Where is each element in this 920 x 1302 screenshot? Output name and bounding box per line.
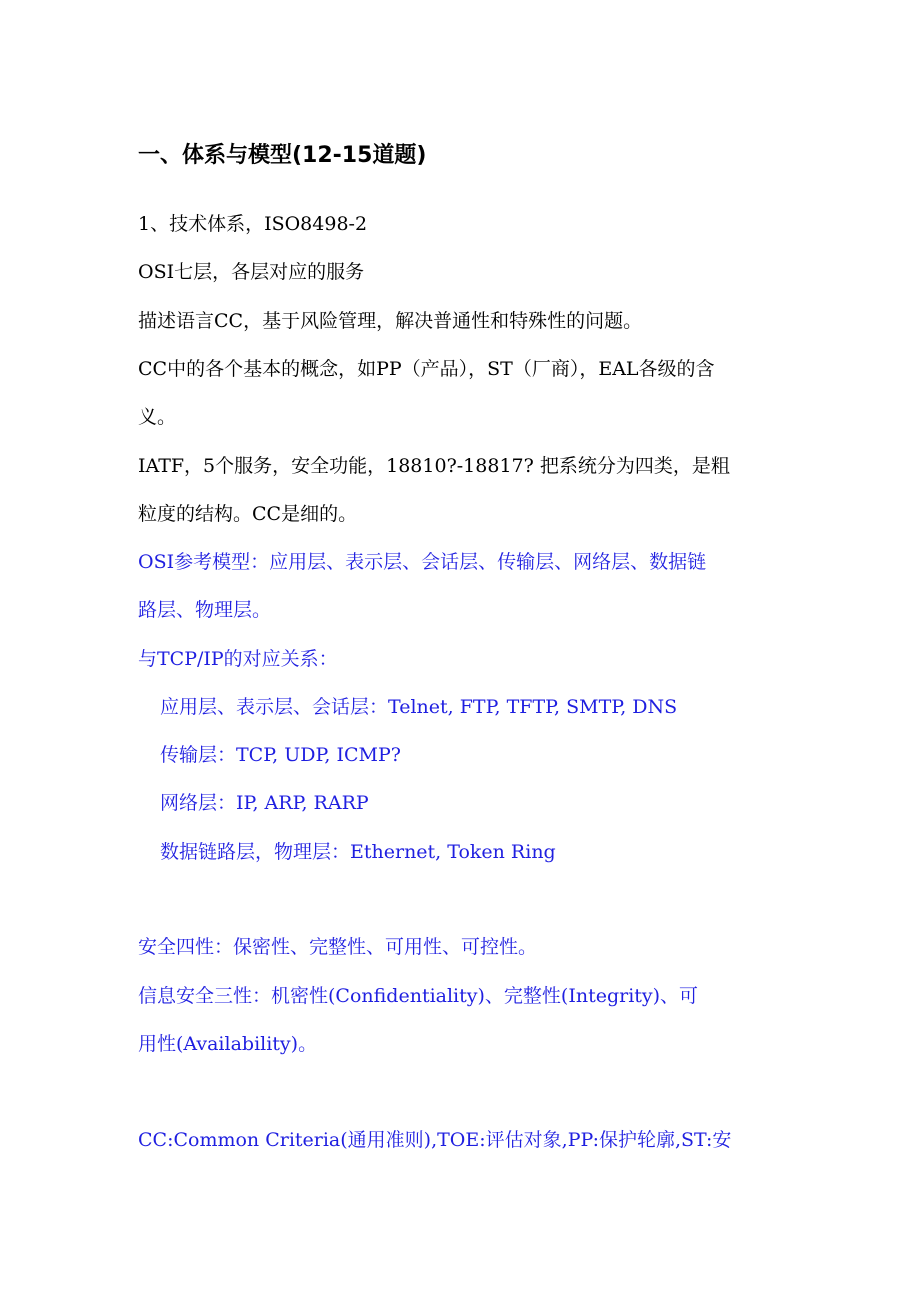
mapping-network-layer: 网络层：IP, ARP, RARP [160, 792, 369, 814]
paragraph-osi-layers: OSI七层，各层对应的服务 [138, 261, 365, 283]
paragraph-osi-model-line2: 路层、物理层。 [138, 599, 272, 621]
mapping-transport-layer: 传输层：TCP, UDP, ICMP? [160, 744, 401, 766]
paragraph-info-security-three-line1: 信息安全三性：机密性(Confidentiality)、完整性(Integrity)、可 [138, 985, 699, 1007]
paragraph-tech-system: 1、技术体系，ISO8498-2 [138, 213, 368, 235]
paragraph-cc-concepts-line1: CC中的各个基本的概念，如PP（产品），ST（厂商），EAL各级的含 [138, 358, 715, 380]
paragraph-cc-concepts-line2: 义。 [138, 406, 177, 428]
paragraph-osi-model-line1: OSI参考模型：应用层、表示层、会话层、传输层、网络层、数据链 [138, 551, 707, 573]
paragraph-cc-terms: CC:Common Criteria(通用准则),TOE:评估对象,PP:保护轮廓,ST:安 [138, 1129, 732, 1151]
paragraph-iatf-line1: IATF，5个服务，安全功能，18810?-18817? 把系统分为四类，是粗 [138, 455, 730, 477]
paragraph-tcpip-mapping: 与TCP/IP的对应关系： [138, 648, 338, 670]
paragraph-info-security-three-line2: 用性(Availability)。 [138, 1033, 318, 1055]
mapping-application-layers: 应用层、表示层、会话层：Telnet, FTP, TFTP, SMTP, DNS [160, 696, 678, 718]
paragraph-security-four-properties: 安全四性：保密性、完整性、可用性、可控性。 [138, 936, 538, 958]
mapping-datalink-physical-layer: 数据链路层，物理层：Ethernet, Token Ring [160, 841, 556, 863]
section-heading: 一、体系与模型(12-15道题) [138, 143, 427, 168]
paragraph-cc-language: 描述语言CC，基于风险管理，解决普通性和特殊性的问题。 [138, 310, 643, 332]
paragraph-iatf-line2: 粒度的结构。CC是细的。 [138, 503, 358, 525]
